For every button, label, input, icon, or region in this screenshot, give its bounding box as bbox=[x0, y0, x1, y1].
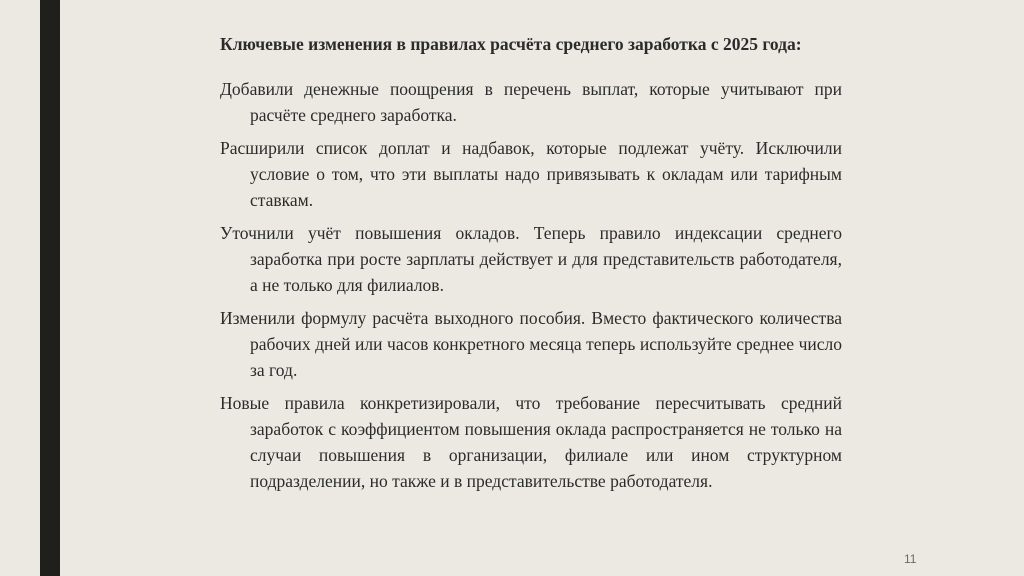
left-accent-bar bbox=[40, 0, 60, 576]
page-number: 11 bbox=[904, 552, 917, 566]
slide-content bbox=[220, 32, 842, 501]
list-item: Новые правила конкретизировали, что требование пересчитывать средний заработок с коэффициентом повышения оклада распространяется не только на случаи повышения в организации, филиале или ином структурном подразделении, но также и в представительстве работодателя. bbox=[220, 393, 842, 491]
list-item: Расширили список доплат и надбавок, которые подлежат учёту. Исключили условие о том, что эти выплаты надо привязывать к окладам или тарифным ставкам. bbox=[220, 138, 842, 210]
list-item: Добавили денежные поощрения в перечень выплат, которые учитывают при расчёте среднего заработка. bbox=[220, 79, 842, 125]
list-item: Уточнили учёт повышения окладов. Теперь правило индексации среднего заработка при росте зарплаты действует и для представительств работодателя, а не только для филиалов. bbox=[220, 223, 842, 295]
list-item: Изменили формулу расчёта выходного пособия. Вместо фактического количества рабочих дней или часов конкретного месяца теперь используйте среднее число за год. bbox=[220, 308, 842, 380]
slide-title: Ключевые изменения в правилах расчёта среднего заработка с 2025 года: bbox=[220, 34, 802, 54]
